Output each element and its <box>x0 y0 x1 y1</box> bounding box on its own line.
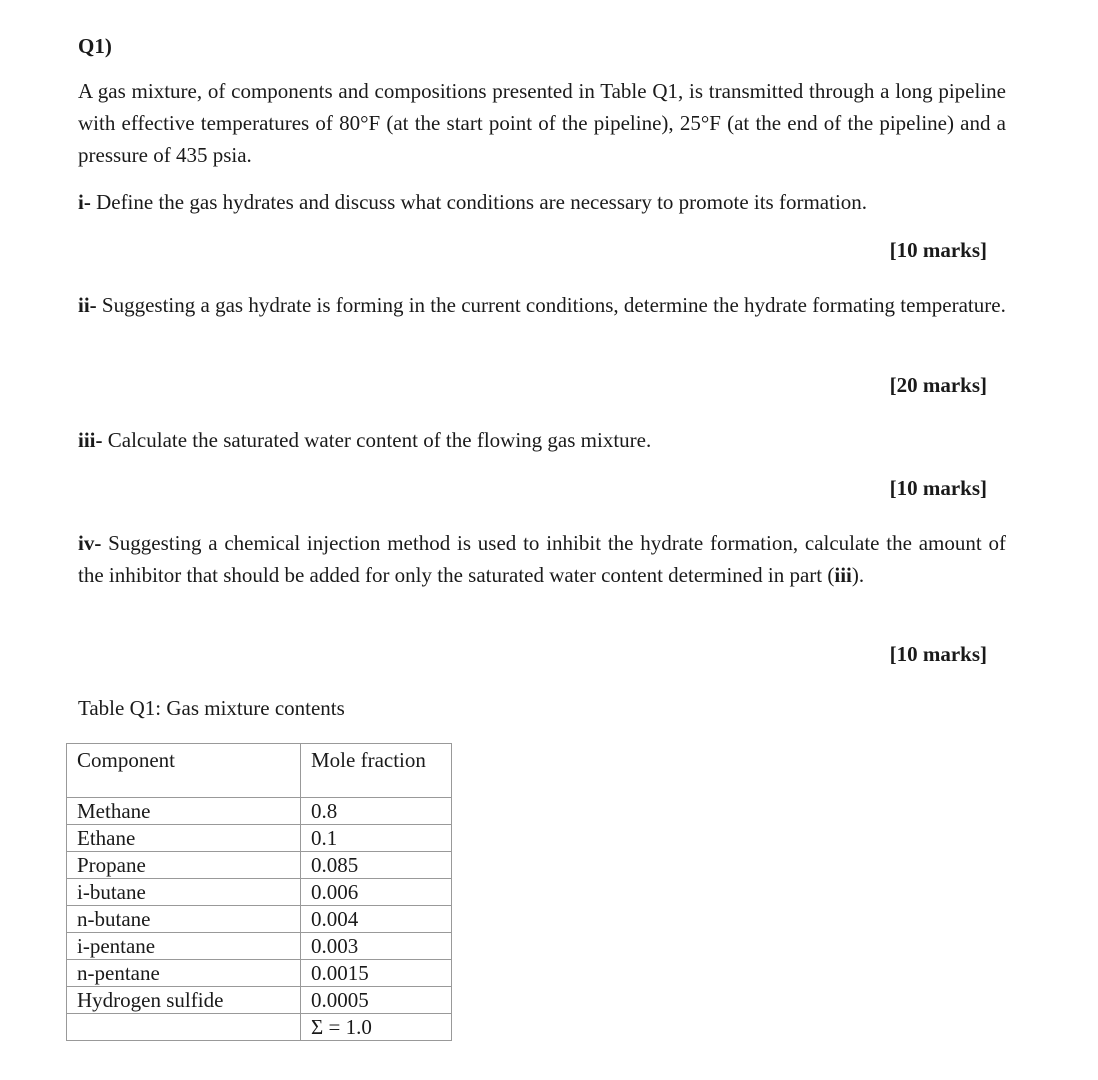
cell-mole-fraction: 0.004 <box>301 906 452 933</box>
cell-component: Methane <box>67 798 301 825</box>
part-iii-marks: [10 marks] <box>889 476 987 500</box>
table-row <box>67 933 452 960</box>
cell-mole-fraction: 0.006 <box>301 879 452 906</box>
cell-mole-fraction: 0.1 <box>301 825 452 852</box>
question-title: Q1) <box>78 34 112 58</box>
part-text: Calculate the saturated water content of the flowing gas mixture. <box>102 428 652 452</box>
cell-component: Propane <box>67 852 301 879</box>
part-ii <box>78 289 1006 321</box>
part-label: i- <box>78 190 91 214</box>
cell-component: i-butane <box>67 879 301 906</box>
table-caption: Table Q1: Gas mixture contents <box>78 696 345 720</box>
cell-mole-fraction: 0.8 <box>301 798 452 825</box>
gas-mixture-table <box>66 743 452 1041</box>
table-row <box>67 1014 452 1041</box>
part-text: Define the gas hydrates and discuss what conditions are necessary to promote its formation. <box>90 190 868 214</box>
part-i <box>78 186 1006 218</box>
part-ii-marks: [20 marks] <box>889 373 987 397</box>
header-mole-fraction: Mole fraction <box>301 744 452 798</box>
part-reference: iii <box>834 563 852 587</box>
cell-component: i-pentane <box>67 933 301 960</box>
cell-component <box>67 1014 301 1041</box>
header-component: Component <box>67 744 301 798</box>
part-iii <box>78 424 1006 456</box>
part-iv <box>78 527 1006 591</box>
cell-component: n-pentane <box>67 960 301 987</box>
question-intro: A gas mixture, of components and compositions presented in Table Q1, is transmitted through a long pipeline with effective temperatures of 80°F (at the start point of the pipeline), 25°F (at the end of the pipeline) and a pressure of 435 psia. <box>78 79 1006 167</box>
cell-mole-fraction: 0.0015 <box>301 960 452 987</box>
part-label: ii- <box>78 293 97 317</box>
table-header-row <box>67 744 452 798</box>
table-row <box>67 987 452 1014</box>
table-row <box>67 852 452 879</box>
cell-component: Ethane <box>67 825 301 852</box>
part-label: iii- <box>78 428 103 452</box>
cell-component: n-butane <box>67 906 301 933</box>
part-iv-marks: [10 marks] <box>889 642 987 666</box>
cell-mole-fraction: 0.085 <box>301 852 452 879</box>
part-label: iv- <box>78 531 102 555</box>
part-text: Suggesting a chemical injection method is used to inhibit the hydrate formation, calculate the amount of the inhibitor that should be added for only the saturated water content determined in part ( <box>78 531 1006 587</box>
part-text: Suggesting a gas hydrate is forming in the current conditions, determine the hydrate formating temperature. <box>96 293 1006 317</box>
cell-mole-fraction: 0.0005 <box>301 987 452 1014</box>
part-i-marks: [10 marks] <box>889 238 987 262</box>
table-row <box>67 906 452 933</box>
cell-mole-fraction: 0.003 <box>301 933 452 960</box>
table-row <box>67 960 452 987</box>
table-row <box>67 879 452 906</box>
table-row <box>67 825 452 852</box>
table-row <box>67 798 452 825</box>
cell-mole-fraction: Σ = 1.0 <box>301 1014 452 1041</box>
part-text-tail: ). <box>851 563 865 587</box>
cell-component: Hydrogen sulfide <box>67 987 301 1014</box>
